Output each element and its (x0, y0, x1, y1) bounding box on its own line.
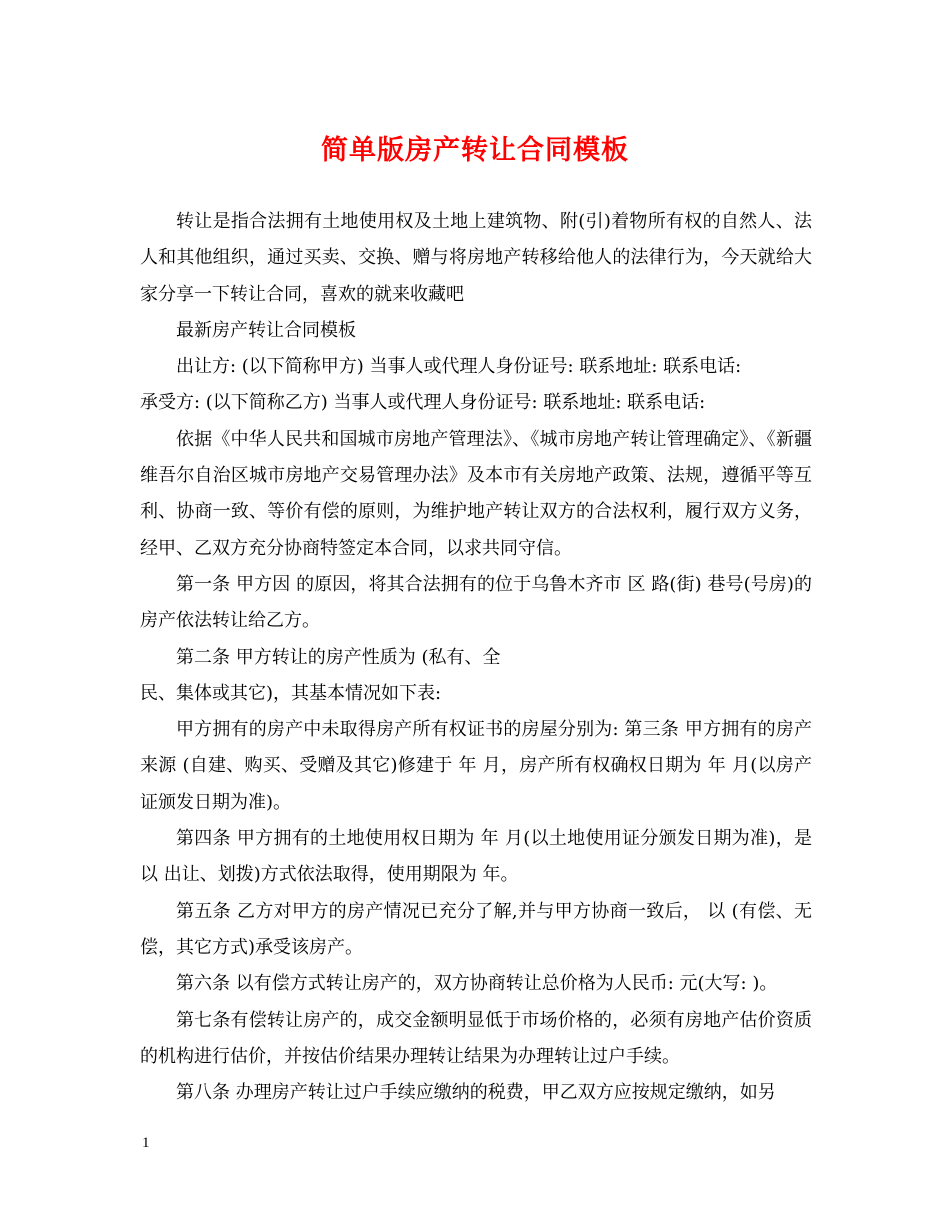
paragraph-article-2b: 民、集体或其它)，其基本情况如下表: (140, 682, 442, 704)
paragraph-article-3: 甲方拥有的房产中未取得房产所有权证书的房屋分别为: 第三条 甲方拥有的房产来源 (自建、购买、受赠及其它)修建于 年 月，房产所有权确权日期为 年 月(以房产证颁发日期为准)。 (140, 719, 812, 813)
paragraph-basis: 依据《中华人民共和国城市房地产管理法》、《城市房地产转让管理确定》、《新疆维吾尔自治区城市房地产交易管理办法》及本市有关房地产政策、法规，遵循平等互利、协商一致、等价有偿的原则，为维护地产转让双方的合法权利，履行双方义务，经甲、乙双方充分协商特签定本合同，以求共同守信。 (140, 428, 812, 559)
paragraph-article-1: 第一条 甲方因 的原因，将其合法拥有的位于乌鲁木齐市 区 路(街) 巷号(号房)的房产依法转让给乙方。 (140, 573, 812, 632)
page-number: 1 (142, 1135, 150, 1151)
paragraph-party-b: 承受方: (以下简称乙方) 当事人或代理人身份证号: 联系地址: 联系电话: (140, 392, 706, 414)
paragraph-intro: 转让是指合法拥有土地使用权及土地上建筑物、附(引)着物所有权的自然人、法人和其他组织，通过买卖、交换、赠与将房地产转移给他人的法律行为，今天就给大家分享一下转让合同，喜欢的就来收藏吧 (140, 211, 812, 305)
paragraph-article-8: 第八条 办理房产转让过户手续应缴纳的税费，甲乙双方应按规定缴纳，如另 (176, 1082, 776, 1104)
document-title: 简单版房产转让合同模板 (321, 135, 629, 166)
paragraph-article-2a: 第二条 甲方转让的房产性质为 (私有、全 (176, 646, 501, 668)
paragraph-subtitle: 最新房产转让合同模板 (176, 319, 356, 341)
paragraph-party-a: 出让方: (以下简称甲方) 当事人或代理人身份证号: 联系地址: 联系电话: (176, 356, 742, 378)
paragraph-article-6: 第六条 以有偿方式转让房产的，双方协商转让总价格为人民币: 元(大写: )。 (176, 973, 778, 995)
paragraph-article-5: 第五条 乙方对甲方的房产情况已充分了解,并与甲方协商一致后， 以 (有偿、无偿，其它方式)承受该房产。 (140, 900, 812, 958)
document-body (140, 204, 812, 1111)
paragraph-article-4: 第四条 甲方拥有的土地使用权日期为 年 月(以土地使用证分颁发日期为准)，是以 出让、划拨)方式依法取得，使用期限为 年。 (140, 828, 812, 886)
paragraph-article-7: 第七条有偿转让房产的，成交金额明显低于市场价格的，必须有房地产估价资质的机构进行估价，并按估价结果办理转让结果为办理转让过户手续。 (140, 1009, 812, 1067)
